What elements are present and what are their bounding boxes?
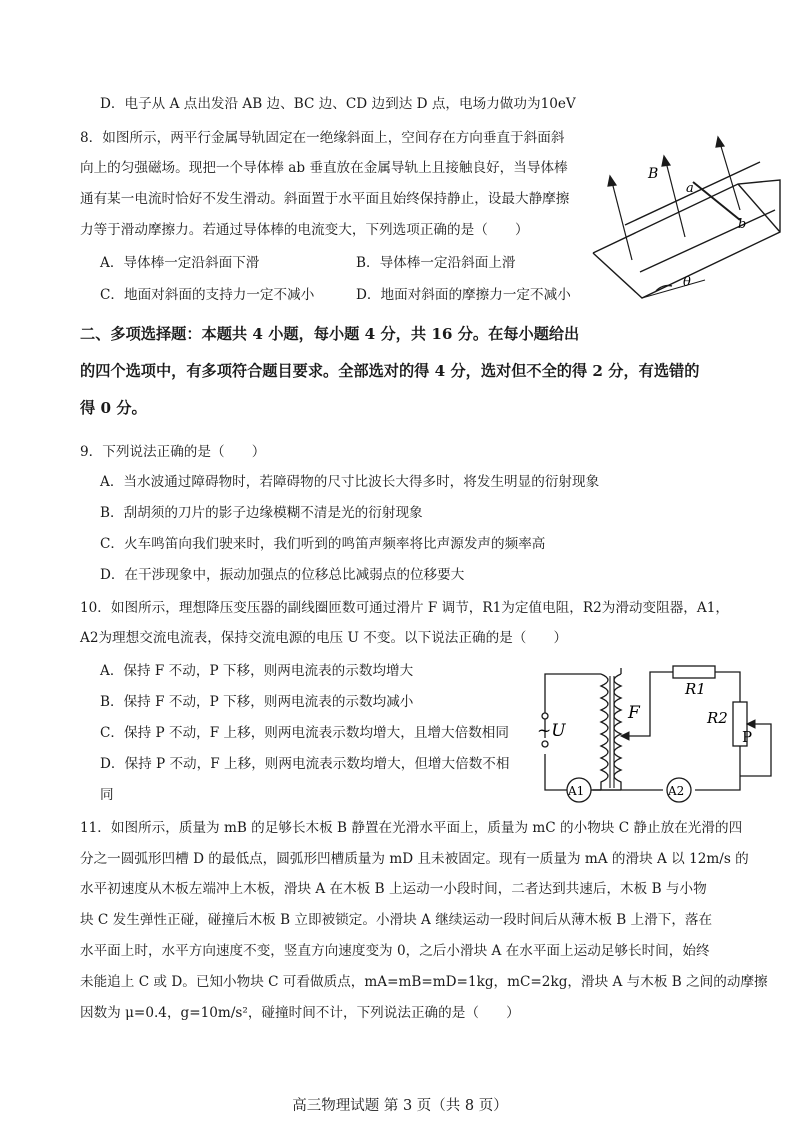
resistor-r1 (673, 666, 715, 678)
q10-label-r2: R2 (707, 709, 728, 727)
q11-line-2: 分之一圆弧形凹槽 D 的最低点，圆弧形凹槽质量为 mD 且未被固定。现有一质量为 mA 的滑块 A 以 12m/s 的 (80, 851, 749, 867)
q10-label-p: P (742, 728, 753, 746)
q8-line-4: 力等于滑动摩擦力。若通过导体棒的电流变大，下列选项正确的是（ ） (80, 222, 529, 238)
q8-label-b: b (738, 217, 747, 232)
q8-incline-figure (590, 140, 790, 315)
q7-option-d: D．电子从 A 点出发沿 AB 边、BC 边、CD 边到达 D 点，电场力做功为10eV (100, 96, 576, 112)
q11-line-7: 因数为 μ=0.4，g=10m/s²，碰撞时间不计，下列说法正确的是（ ） (80, 1005, 520, 1021)
q11-line-3: 水平初速度从木板左端冲上木板，滑块 A 在木板 B 上运动一小段时间，二者达到共速后，木板 B 与小物 (80, 881, 707, 897)
q8-option-c: C．地面对斜面的支持力一定不减小 (100, 287, 315, 303)
primary-coil (601, 674, 608, 790)
section2-line-3: 得 0 分。 (80, 399, 147, 417)
q10-label-a2: A2 (668, 784, 685, 798)
q11-line-4: 块 C 发生弹性正碰，碰撞后木板 B 立即被锁定。小滑块 A 继续运动一段时间后从薄木板 B 上滑下，落在 (80, 912, 713, 928)
q10-line-2: A2为理想交流电流表，保持交流电源的电压 U 不变。以下说法正确的是（ ） (80, 630, 568, 646)
q11-line-1: 11．如图所示，质量为 mB 的足够长木板 B 静置在光滑水平面上，质量为 mC 的小物块 C 静止放在光滑的四 (80, 820, 743, 836)
q9-option-a: A．当水波通过障碍物时，若障碍物的尺寸比波长大得多时，将发生明显的衍射现象 (100, 474, 600, 490)
q10-label-u: ~U (537, 721, 566, 741)
q8-line-2: 向上的匀强磁场。现把一个导体棒 ab 垂直放在金属导轨上且接触良好，当导体棒 (80, 160, 568, 176)
slider-p-arrow (747, 720, 755, 728)
slider-f-arrow (621, 732, 629, 740)
q8-label-theta: θ (683, 275, 691, 290)
page-footer: 高三物理试题 第 3 页（共 8 页） (292, 1098, 508, 1114)
q11-line-5: 水平面上时，水平方向速度不变，竖直方向速度变为 0，之后小滑块 A 在水平面上运动足够长时间，始终 (80, 943, 710, 959)
q8-option-b: B．导体棒一定沿斜面上滑 (356, 255, 516, 271)
q10-circuit-figure (535, 658, 780, 808)
magnetic-field-arrows (608, 137, 740, 260)
q8-line-3: 通有某一电流时恰好不发生滑动。斜面置于水平面且始终保持静止，设最大静摩擦 (80, 191, 570, 207)
q11-line-6: 未能追上 C 或 D。已知小物块 C 可看做质点，mA=mB=mD=1kg，mC=2kg，滑块 A 与木板 B 之间的动摩擦 (80, 974, 768, 990)
q9-stem: 9．下列说法正确的是（ ） (80, 444, 266, 460)
q8-option-a: A．导体棒一定沿斜面下滑 (100, 255, 260, 271)
q10-label-f: F (628, 703, 640, 723)
section2-line-1: 二、多项选择题：本题共 4 小题，每小题 4 分，共 16 分。在每小题给出 (80, 325, 580, 343)
q10-option-d: D．保持 P 不动，F 上移，则两电流表示数均增大，但增大倍数不相 (100, 756, 510, 772)
q8-line-1: 8．如图所示，两平行金属导轨固定在一绝缘斜面上，空间存在方向垂直于斜面斜 (80, 130, 565, 146)
rail-lower (640, 210, 775, 272)
q9-option-b: B．刮胡须的刀片的影子边缘模糊不清是光的衍射现象 (100, 505, 423, 521)
secondary-coil (614, 674, 621, 790)
q8-label-a: a (686, 181, 694, 196)
q10-label-r1: R1 (685, 680, 706, 698)
section2-line-2: 的四个选项中，有多项符合题目要求。全部选对的得 4 分，选对但不全的得 2 分，有选错的 (80, 362, 700, 380)
q10-line-1: 10．如图所示，理想降压变压器的副线圈匝数可通过滑片 F 调节，R1为定值电阻，R2为滑动变阻器，A1， (80, 600, 729, 616)
q8-option-d: D．地面对斜面的摩擦力一定不减小 (356, 287, 571, 303)
q9-option-d: D．在干涉现象中，振动加强点的位移总比减弱点的位移要大 (100, 567, 465, 583)
q10-label-a1: A1 (568, 784, 585, 798)
q10-option-a: A．保持 F 不动，P 下移，则两电流表的示数均增大 (100, 663, 414, 679)
q10-option-c: C．保持 P 不动，F 上移，则两电流表示数均增大，且增大倍数相同 (100, 725, 509, 741)
q10-option-b: B．保持 F 不动，P 下移，则两电流表的示数均减小 (100, 694, 414, 710)
q10-option-d-cont: 同 (100, 787, 114, 803)
q8-label-b-field: B (648, 166, 659, 182)
q9-option-c: C．火车鸣笛向我们驶来时，我们听到的鸣笛声频率将比声源发声的频率高 (100, 536, 546, 552)
